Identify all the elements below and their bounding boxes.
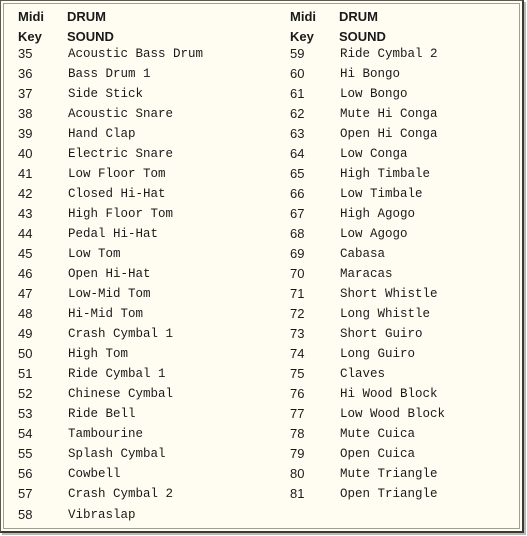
drum-sound-cell: Closed Hi-Hat: [68, 187, 166, 201]
drum-sound-cell: Chinese Cymbal: [68, 387, 174, 401]
midi-key-cell: 70: [290, 266, 305, 281]
midi-key-cell: 42: [18, 186, 33, 201]
drum-sound-cell: Low Conga: [340, 147, 408, 161]
midi-key-cell: 69: [290, 246, 305, 261]
midi-key-cell: 35: [18, 46, 33, 61]
drum-sound-cell: Cabasa: [340, 247, 386, 261]
drum-sound-cell: Tambourine: [68, 427, 144, 441]
drum-sound-cell: Low Tom: [68, 247, 121, 261]
drum-sound-cell: Electric Snare: [68, 147, 174, 161]
drum-sound-cell: Open Triangle: [340, 487, 438, 501]
midi-key-cell: 45: [18, 246, 33, 261]
midi-key-cell: 67: [290, 206, 305, 221]
midi-key-cell: 46: [18, 266, 33, 281]
drum-sound-cell: Pedal Hi-Hat: [68, 227, 159, 241]
drum-sound-header: DRUM SOUND: [339, 9, 386, 44]
drum-sound-cell: Side Stick: [68, 87, 144, 101]
midi-key-cell: 38: [18, 106, 33, 121]
drum-sound-cell: Acoustic Snare: [68, 107, 174, 121]
drum-sound-cell: Claves: [340, 367, 386, 381]
midi-key-cell: 65: [290, 166, 305, 181]
drum-sound-cell: Long Whistle: [340, 307, 431, 321]
midi-key-cell: 74: [290, 346, 305, 361]
drum-sound-cell: Open Cuica: [340, 447, 416, 461]
drum-sound-cell: Mute Hi Conga: [340, 107, 438, 121]
midi-key-cell: 64: [290, 146, 305, 161]
drum-sound-cell: Mute Triangle: [340, 467, 438, 481]
midi-key-cell: 56: [18, 466, 33, 481]
drum-sound-cell: Crash Cymbal 1: [68, 327, 174, 341]
drum-sound-cell: Vibraslap: [68, 508, 136, 522]
midi-key-header: Midi Key: [18, 9, 44, 44]
drum-sound-cell: Maracas: [340, 267, 393, 281]
midi-key-cell: 40: [18, 146, 33, 161]
midi-key-cell: 71: [290, 286, 305, 301]
midi-key-cell: 52: [18, 386, 33, 401]
midi-key-cell: 57: [18, 486, 33, 501]
drum-sound-cell: Splash Cymbal: [68, 447, 166, 461]
midi-key-cell: 72: [290, 306, 305, 321]
table-inner-border: [3, 3, 520, 529]
midi-key-cell: 63: [290, 126, 305, 141]
midi-key-cell: 41: [18, 166, 33, 181]
drum-sound-cell: Hi Wood Block: [340, 387, 438, 401]
midi-key-cell: 66: [290, 186, 305, 201]
midi-key-cell: 50: [18, 346, 33, 361]
drum-sound-cell: Ride Cymbal 2: [340, 47, 438, 61]
midi-key-cell: 43: [18, 206, 33, 221]
drum-sound-cell: High Tom: [68, 347, 129, 361]
midi-key-cell: 73: [290, 326, 305, 341]
midi-key-cell: 76: [290, 386, 305, 401]
midi-key-cell: 79: [290, 446, 305, 461]
midi-key-cell: 47: [18, 286, 33, 301]
midi-key-cell: 58: [18, 507, 33, 522]
drum-sound-cell: Acoustic Bass Drum: [68, 47, 204, 61]
midi-key-cell: 37: [18, 86, 33, 101]
drum-sound-cell: Mute Cuica: [340, 427, 416, 441]
midi-key-cell: 44: [18, 226, 33, 241]
midi-key-cell: 78: [290, 426, 305, 441]
drum-sound-cell: High Timbale: [340, 167, 431, 181]
drum-sound-cell: Short Whistle: [340, 287, 438, 301]
drum-sound-cell: Bass Drum 1: [68, 67, 151, 81]
midi-key-cell: 81: [290, 486, 305, 501]
drum-sound-cell: Crash Cymbal 2: [68, 487, 174, 501]
midi-key-cell: 60: [290, 66, 305, 81]
drum-sound-cell: Hi-Mid Tom: [68, 307, 144, 321]
drum-sound-cell: Low Floor Tom: [68, 167, 166, 181]
drum-sound-cell: Ride Cymbal 1: [68, 367, 166, 381]
midi-key-cell: 80: [290, 466, 305, 481]
drum-sound-cell: Low Agogo: [340, 227, 408, 241]
drum-sound-cell: Low Bongo: [340, 87, 408, 101]
midi-key-cell: 61: [290, 86, 305, 101]
drum-sound-cell: Short Guiro: [340, 327, 423, 341]
midi-key-cell: 75: [290, 366, 305, 381]
midi-key-cell: 68: [290, 226, 305, 241]
midi-key-cell: 77: [290, 406, 305, 421]
midi-key-cell: 51: [18, 366, 33, 381]
midi-key-cell: 49: [18, 326, 33, 341]
drum-sound-cell: Low-Mid Tom: [68, 287, 151, 301]
midi-key-header: Midi Key: [290, 9, 316, 44]
midi-key-cell: 59: [290, 46, 305, 61]
drum-sound-header: DRUM SOUND: [67, 9, 114, 44]
drum-sound-cell: Open Hi-Hat: [68, 267, 151, 281]
midi-key-cell: 54: [18, 426, 33, 441]
midi-key-cell: 53: [18, 406, 33, 421]
drum-sound-cell: Long Guiro: [340, 347, 416, 361]
midi-key-cell: 48: [18, 306, 33, 321]
midi-key-cell: 62: [290, 106, 305, 121]
midi-key-cell: 39: [18, 126, 33, 141]
drum-sound-cell: Ride Bell: [68, 407, 136, 421]
drum-sound-cell: High Floor Tom: [68, 207, 174, 221]
drum-sound-cell: Low Wood Block: [340, 407, 446, 421]
drum-sound-cell: Low Timbale: [340, 187, 423, 201]
drum-sound-cell: Cowbell: [68, 467, 121, 481]
drum-sound-cell: Open Hi Conga: [340, 127, 438, 141]
drum-sound-cell: High Agogo: [340, 207, 416, 221]
drum-sound-cell: Hi Bongo: [340, 67, 401, 81]
drum-sound-cell: Hand Clap: [68, 127, 136, 141]
midi-key-cell: 55: [18, 446, 33, 461]
midi-key-cell: 36: [18, 66, 33, 81]
